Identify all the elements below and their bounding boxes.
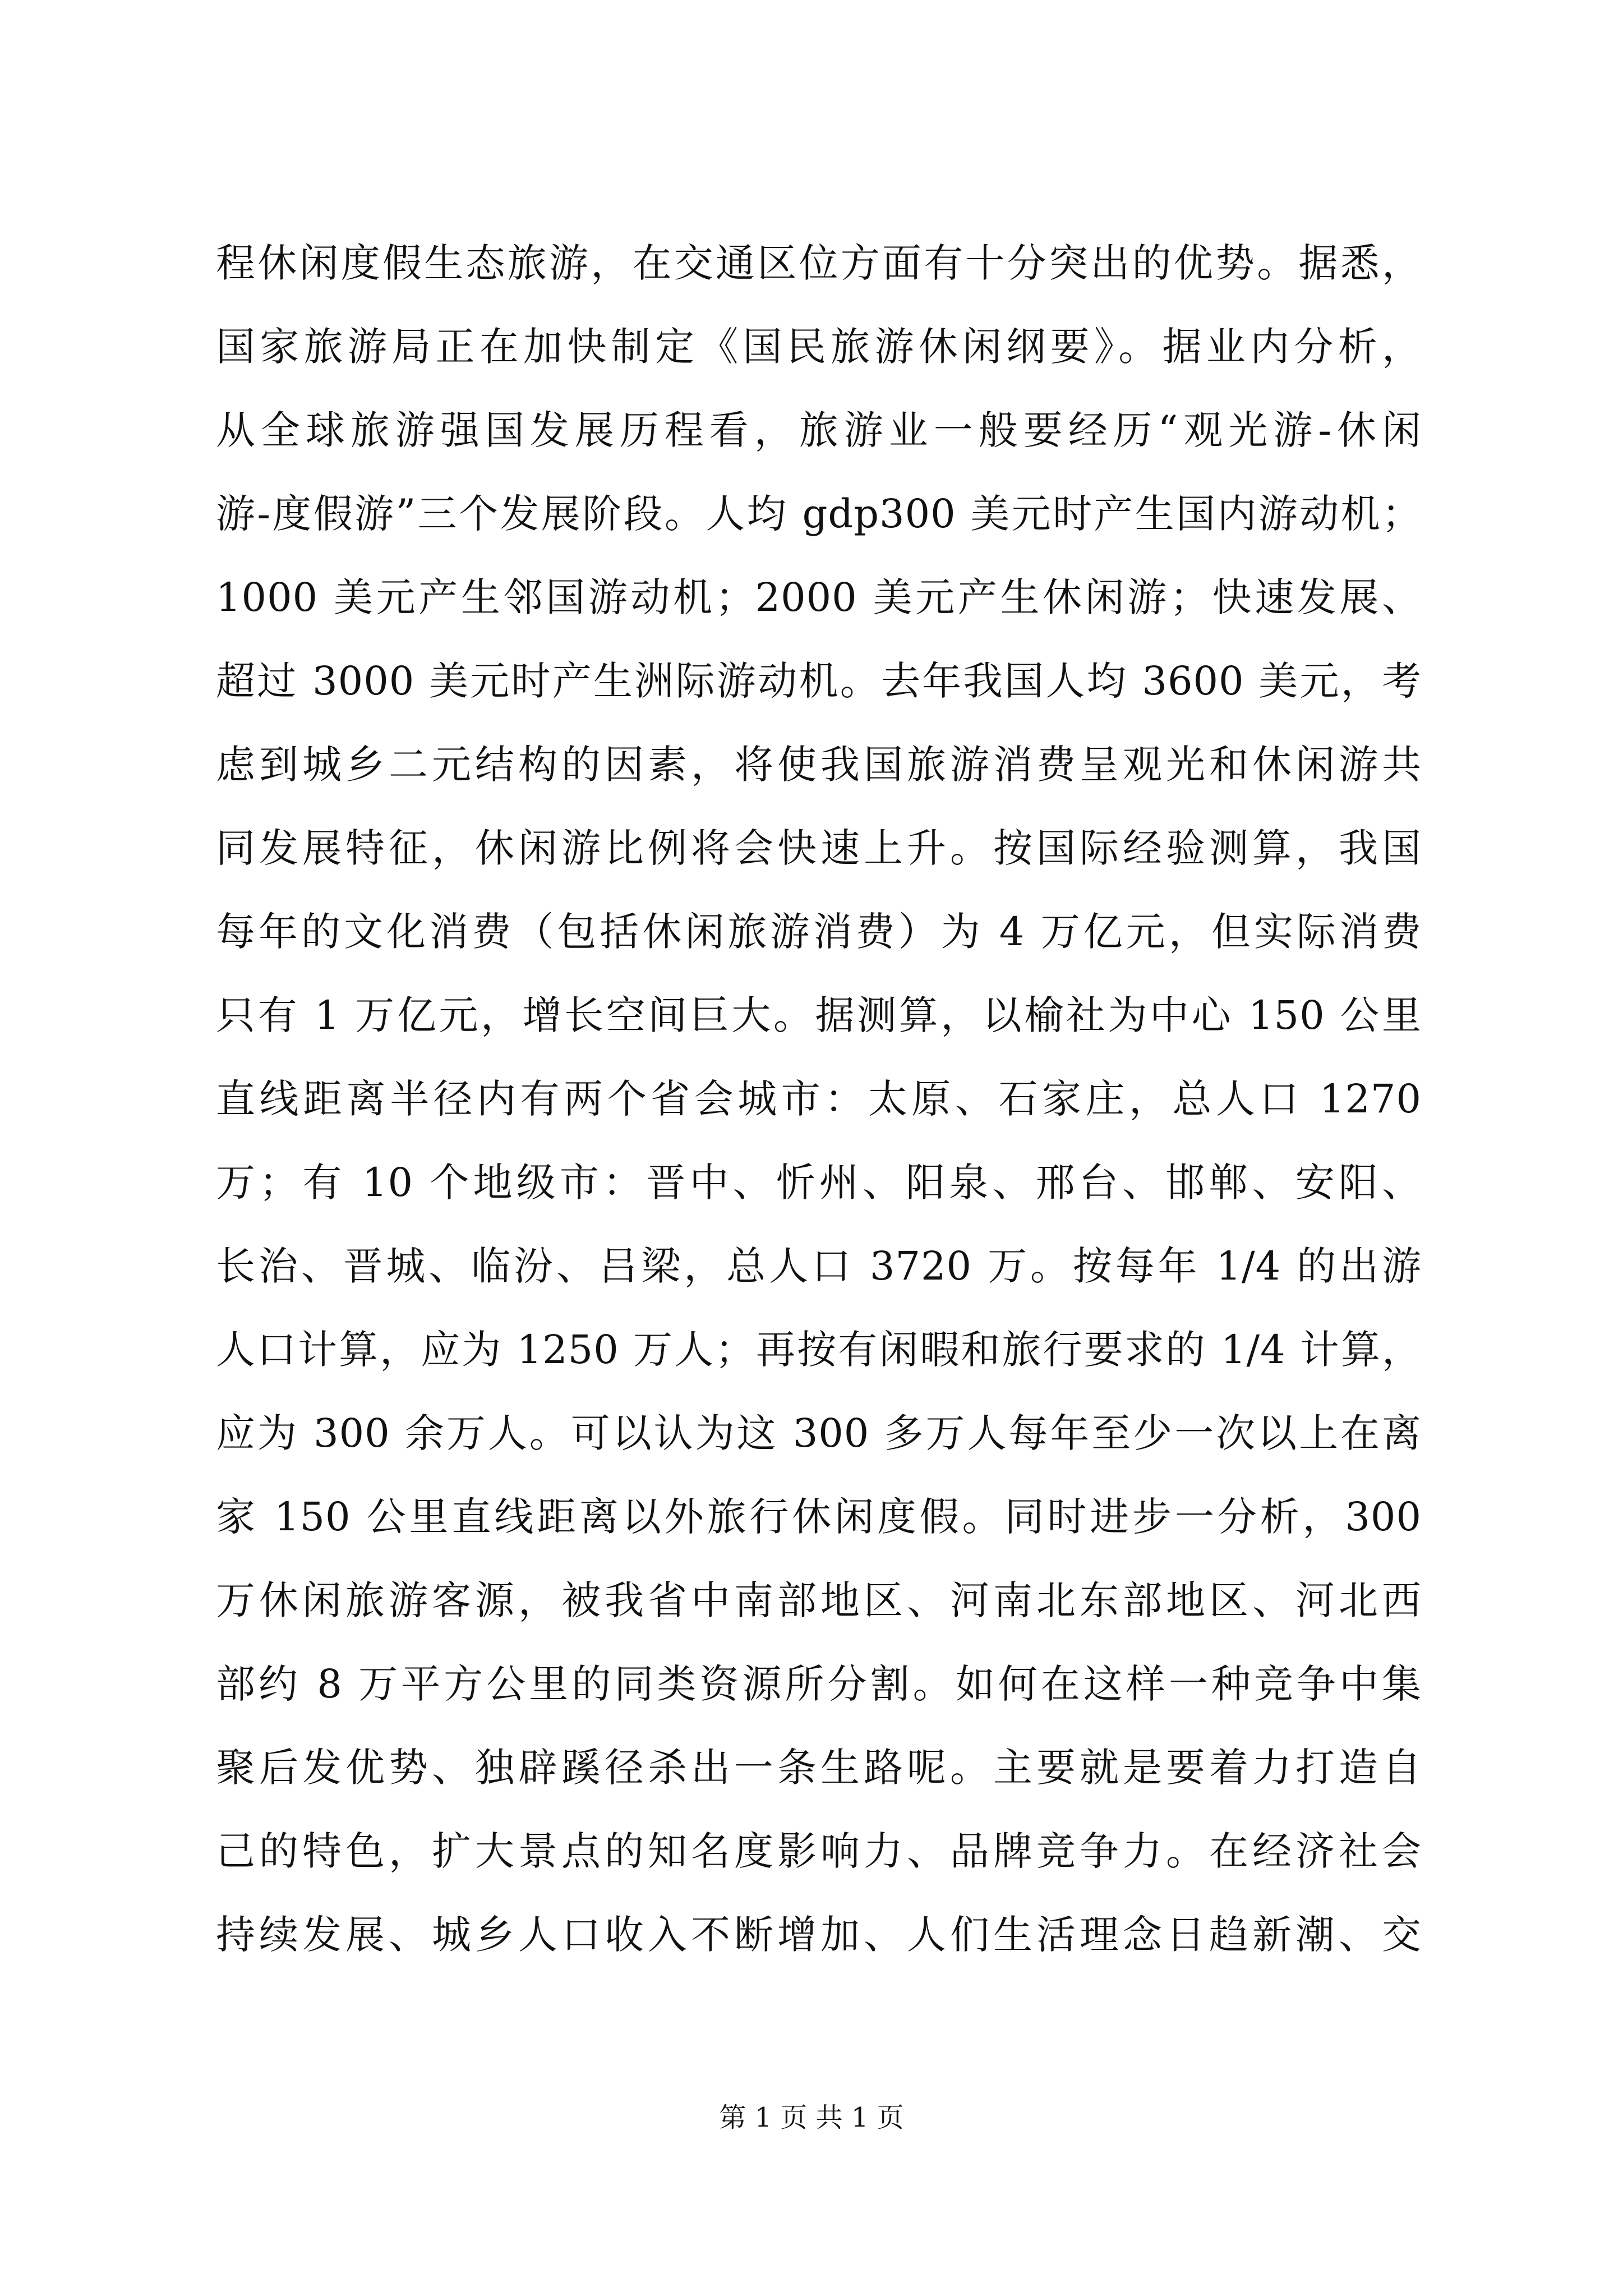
page-footer: 第 1 页 共 1 页 xyxy=(719,2102,904,2133)
text-line-9: 每年的文化消费（包括休闲旅游消费）为 4 万亿元，但实际消费 xyxy=(216,909,1422,955)
text-line-17: 万休闲旅游客源，被我省中南部地区、河南北东部地区、河北西 xyxy=(216,1577,1422,1623)
text-line-18: 部约 8 万平方公里的同类资源所分割。如何在这样一种竞争中集 xyxy=(216,1661,1422,1707)
text-line-16: 家 150 公里直线距离以外旅行休闲度假。同时进步一分析，300 xyxy=(216,1494,1422,1540)
text-line-15: 应为 300 余万人。可以认为这 300 多万人每年至少一次以上在离 xyxy=(216,1410,1422,1456)
text-line-1: 程休闲度假生态旅游，在交通区位方面有十分突出的优势。据悉， xyxy=(216,240,1422,286)
text-line-3: 从全球旅游强国发展历程看，旅游业一般要经历“观光游-休闲 xyxy=(216,407,1422,453)
body-text xyxy=(216,222,1422,1977)
text-line-20: 己的特色，扩大景点的知名度影响力、品牌竞争力。在经济社会 xyxy=(216,1828,1422,1874)
text-line-19: 聚后发优势、独辟蹊径杀出一条生路呢。主要就是要着力打造自 xyxy=(216,1745,1422,1791)
text-line-11: 直线距离半径内有两个省会城市：太原、石家庄，总人口 1270 xyxy=(216,1076,1422,1122)
text-line-4: 游-度假游”三个发展阶段。人均 gdp300 美元时产生国内游动机； xyxy=(216,491,1422,537)
text-line-7: 虑到城乡二元结构的因素，将使我国旅游消费呈观光和休闲游共 xyxy=(216,742,1422,788)
text-line-6: 超过 3000 美元时产生洲际游动机。去年我国人均 3600 美元，考 xyxy=(216,658,1422,704)
text-line-21: 持续发展、城乡人口收入不断增加、人们生活理念日趋新潮、交 xyxy=(216,1912,1422,1958)
text-line-8: 同发展特征，休闲游比例将会快速上升。按国际经验测算，我国 xyxy=(216,825,1422,871)
text-line-10: 只有 1 万亿元，增长空间巨大。据测算，以榆社为中心 150 公里 xyxy=(216,992,1422,1038)
text-line-2: 国家旅游局正在加快制定《国民旅游休闲纲要》。据业内分析， xyxy=(216,324,1422,370)
text-line-14: 人口计算，应为 1250 万人；再按有闲暇和旅行要求的 1/4 计算， xyxy=(216,1327,1422,1373)
text-line-12: 万；有 10 个地级市：晋中、忻州、阳泉、邢台、邯郸、安阳、 xyxy=(216,1159,1422,1205)
text-line-5: 1000 美元产生邻国游动机；2000 美元产生休闲游；快速发展、 xyxy=(216,574,1422,620)
text-line-13: 长治、晋城、临汾、吕梁，总人口 3720 万。按每年 1/4 的出游 xyxy=(216,1243,1422,1289)
